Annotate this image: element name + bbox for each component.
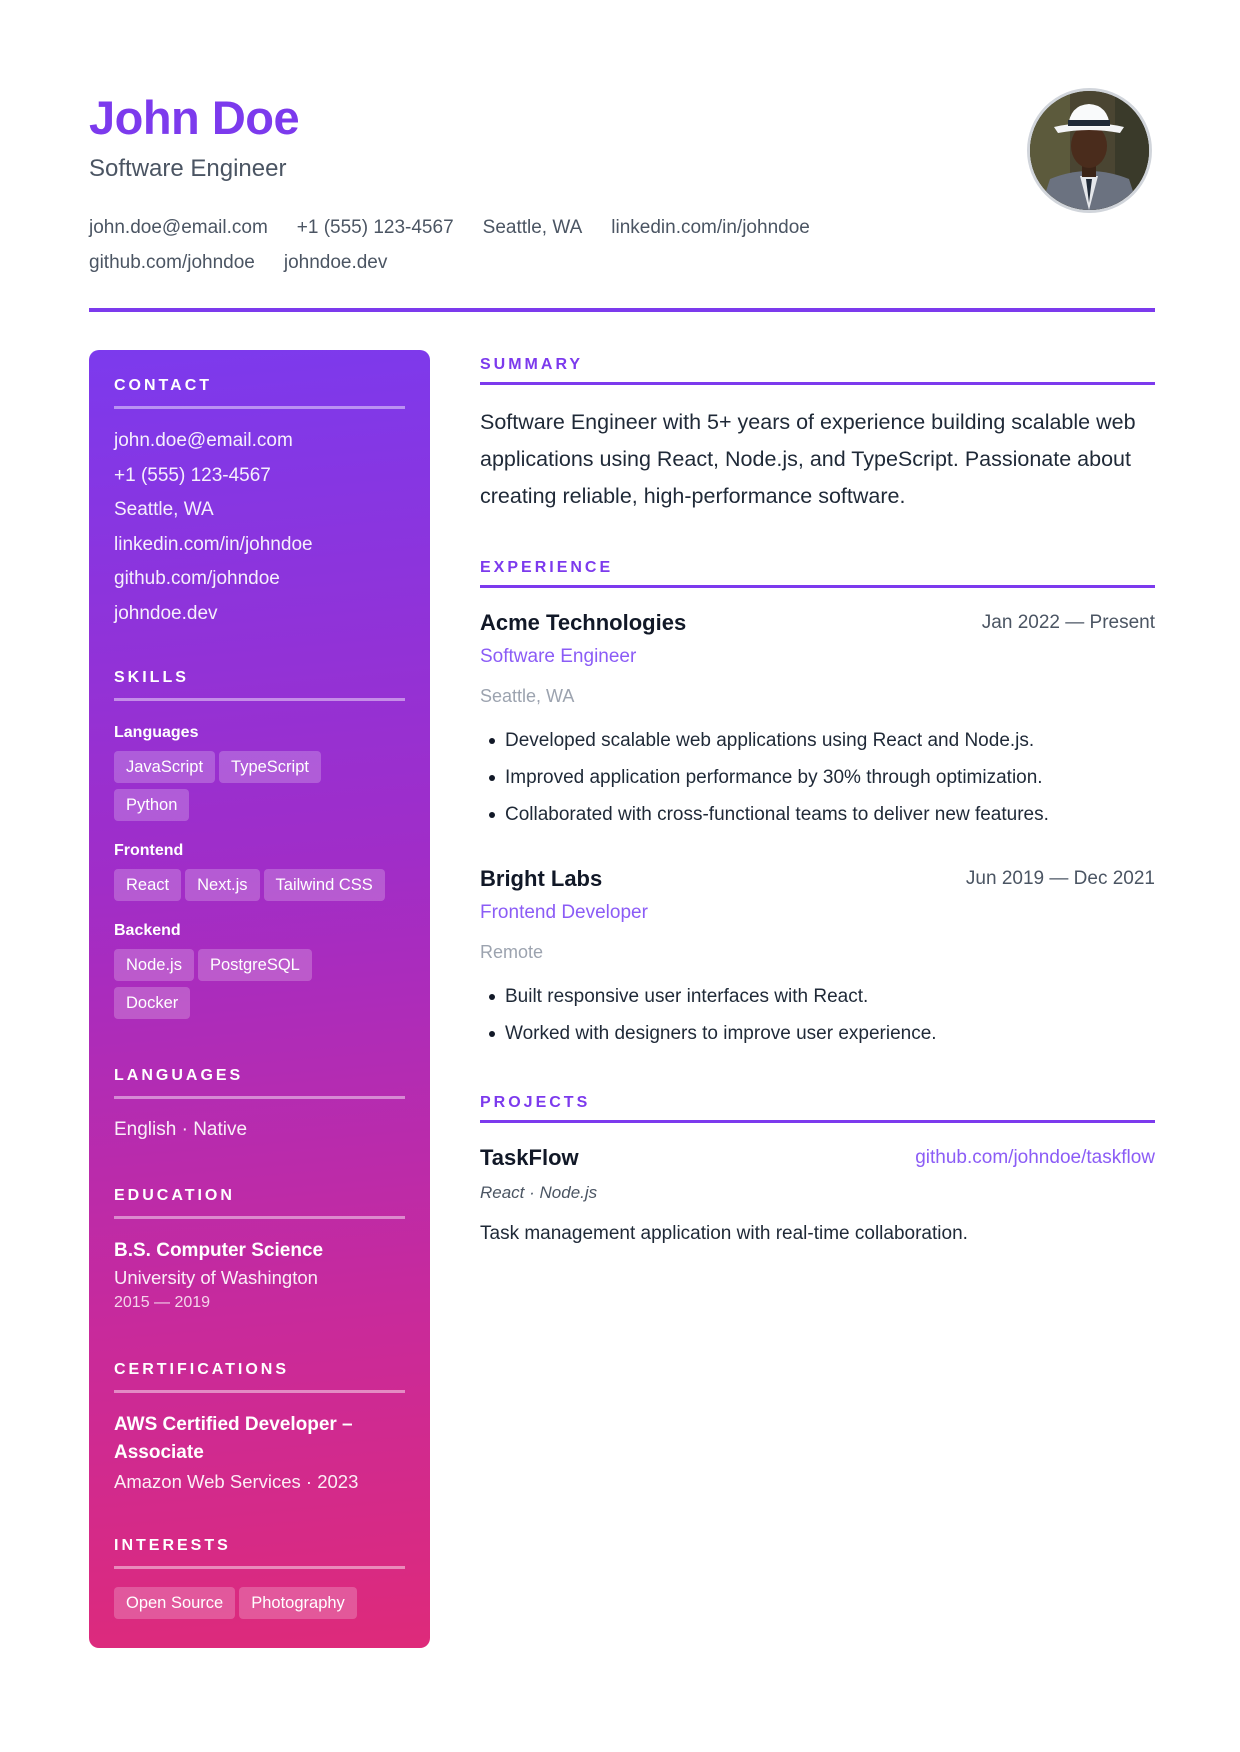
sidebar-github-link[interactable]: github.com/johndoe (114, 568, 280, 589)
header-website-link[interactable]: johndoe.dev (283, 252, 388, 273)
certification-issuer: Amazon Web Services · 2023 (114, 1471, 359, 1492)
project-tech: React · Node.js (480, 1183, 598, 1202)
projects-divider (480, 1120, 1155, 1123)
job-bullet: Improved application performance by 30% through optimization. (480, 759, 1155, 796)
skill-group (114, 841, 405, 907)
certifications-section (114, 1360, 405, 1497)
profile-photo (1027, 88, 1152, 213)
skills-section (114, 668, 405, 1025)
interests-heading: INTERESTS (114, 1537, 231, 1554)
job-company: Acme Technologies (480, 610, 687, 635)
project-description: Task management application with real-time collaboration. (480, 1223, 968, 1244)
sidebar (89, 350, 430, 1648)
header-location: Seattle, WA (482, 217, 583, 238)
languages-section (114, 1066, 405, 1148)
contact-heading: CONTACT (114, 377, 213, 394)
header-github-link[interactable]: github.com/johndoe (89, 252, 255, 273)
skill-group-label: Backend (114, 922, 181, 939)
summary-text: Software Engineer with 5+ years of experience building scalable web applications using React, Node.js, and TypeScript. Passionate about creating reliable, high-performance software. (480, 410, 1136, 508)
education-heading: EDUCATION (114, 1187, 235, 1204)
skill-tag: React (114, 869, 181, 901)
experience-heading: EXPERIENCE (480, 559, 614, 576)
project-link[interactable]: github.com/johndoe/taskflow (915, 1147, 1155, 1168)
job-location: Seattle, WA (480, 686, 575, 706)
skill-tag: JavaScript (114, 751, 215, 783)
resume-header (89, 88, 1155, 280)
sidebar-phone-link[interactable]: +1 (555) 123-4567 (114, 464, 271, 486)
languages-heading: LANGUAGES (114, 1067, 244, 1084)
interest-tag: Open Source (114, 1587, 235, 1619)
skills-divider (114, 698, 405, 701)
skill-tag: Python (114, 789, 189, 821)
contact-divider (114, 406, 405, 409)
languages-divider (114, 1096, 405, 1099)
experience-entry (480, 865, 1155, 1052)
skill-group (114, 723, 405, 827)
sidebar-linkedin-link[interactable]: linkedin.com/in/johndoe (114, 533, 313, 555)
skill-tag: Docker (114, 987, 190, 1019)
job-role: Software Engineer (480, 646, 637, 667)
skill-tag: Tailwind CSS (264, 869, 385, 901)
job-bullet: Built responsive user interfaces with React. (480, 978, 1155, 1015)
header-contact-row (89, 210, 849, 280)
interests-divider (114, 1566, 405, 1569)
job-bullet: Collaborated with cross-functional teams to deliver new features. (480, 796, 1155, 833)
job-bullets (480, 978, 1155, 1052)
skill-tag: TypeScript (219, 751, 321, 783)
job-dates: Jun 2019 — Dec 2021 (965, 868, 1155, 889)
header-divider (89, 308, 1155, 312)
header-email-link[interactable]: john.doe@email.com (89, 217, 268, 238)
job-company: Bright Labs (480, 866, 603, 891)
candidate-name: John Doe (89, 91, 300, 144)
job-bullets (480, 722, 1155, 833)
job-dates: Jan 2022 — Present (981, 612, 1155, 633)
experience-divider (480, 585, 1155, 588)
contact-section (114, 376, 405, 631)
sidebar-email-link[interactable]: john.doe@email.com (114, 430, 293, 451)
project-entry (480, 1144, 1155, 1246)
interests-section (114, 1536, 405, 1625)
certification-name: AWS Certified Developer – Associate (114, 1414, 353, 1463)
interest-tag: Photography (239, 1587, 357, 1619)
certifications-divider (114, 1390, 405, 1393)
experience-entry (480, 609, 1155, 833)
header-linkedin-link[interactable]: linkedin.com/in/johndoe (611, 217, 810, 238)
education-degree: B.S. Computer Science (114, 1240, 324, 1261)
certifications-heading: CERTIFICATIONS (114, 1361, 290, 1378)
education-divider (114, 1216, 405, 1219)
education-section (114, 1186, 405, 1314)
header-phone-link[interactable]: +1 (555) 123-4567 (296, 217, 454, 238)
job-bullet: Developed scalable web applications using React and Node.js. (480, 722, 1155, 759)
profile-photo-image (1030, 91, 1149, 210)
projects-heading: PROJECTS (480, 1094, 591, 1111)
skill-tag: Node.js (114, 949, 194, 981)
sidebar-website-link[interactable]: johndoe.dev (114, 602, 218, 624)
candidate-title: Software Engineer (89, 155, 287, 182)
education-years: 2015 — 2019 (114, 1294, 211, 1311)
job-location: Remote (480, 942, 544, 962)
skill-group-label: Frontend (114, 842, 184, 859)
skills-heading: SKILLS (114, 669, 189, 686)
language-entry: English · Native (114, 1119, 248, 1140)
skill-group (114, 921, 405, 1025)
skill-tag: Next.js (185, 869, 259, 901)
skill-group-label: Languages (114, 724, 199, 741)
skill-tag: PostgreSQL (198, 949, 312, 981)
summary-heading: SUMMARY (480, 356, 584, 373)
summary-divider (480, 382, 1155, 385)
job-role: Frontend Developer (480, 902, 648, 923)
project-name: TaskFlow (480, 1145, 579, 1170)
job-bullet: Worked with designers to improve user experience. (480, 1015, 1155, 1052)
sidebar-location: Seattle, WA (114, 499, 214, 520)
education-school: University of Washington (114, 1267, 318, 1288)
